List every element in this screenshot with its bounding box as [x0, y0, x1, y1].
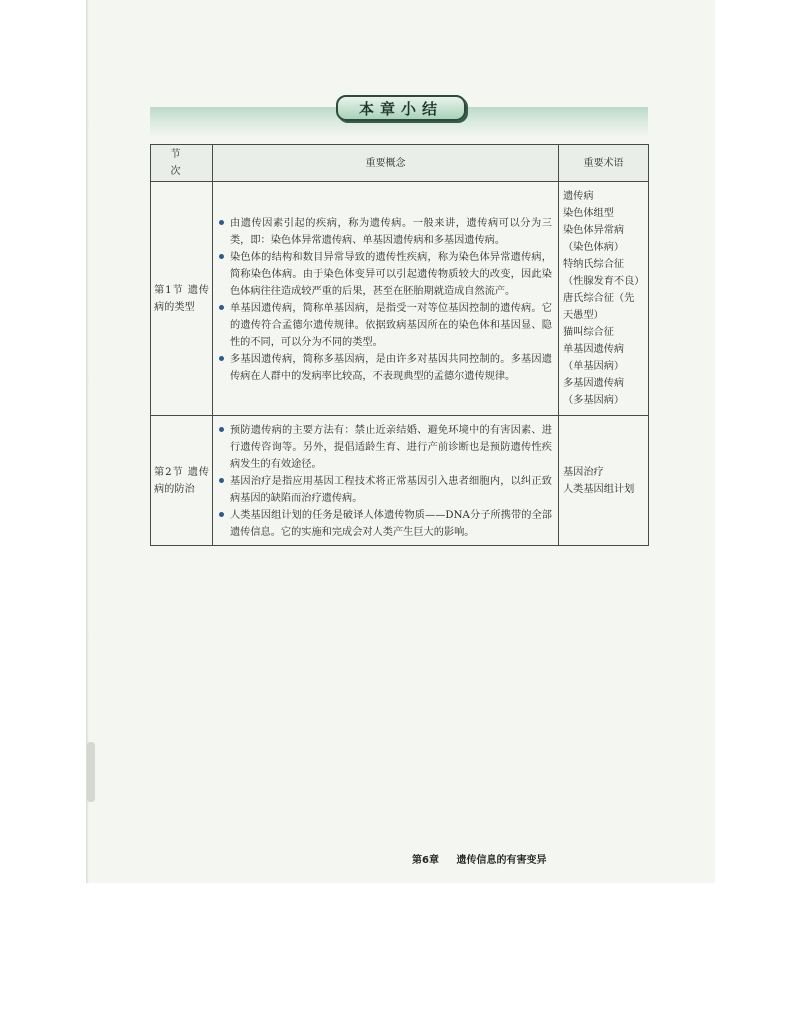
table-row [151, 416, 649, 546]
summary-table [150, 144, 649, 546]
table-row [151, 182, 649, 416]
bullet-icon [219, 356, 224, 361]
term: 单基因遗传病（单基因病） [563, 344, 625, 372]
term: 染色体组型 [563, 208, 614, 219]
bullet-icon [219, 305, 224, 310]
footer-chapter-title: 遗传信息的有害变异 [456, 855, 547, 866]
concept-list [219, 215, 552, 385]
footer-chapter: 第6章 [412, 855, 439, 866]
term: 染色体异常病（染色体病） [563, 225, 625, 253]
list-item: 由遗传因素引起的疾病，称为遗传病。一般来讲，遗传病可以分为三类，即：染色体异常遗传病、单基因遗传病和多基因遗传病。 [219, 215, 552, 249]
list-item: 单基因遗传病，简称单基因病，是指受一对等位基因控制的遗传病。它的遗传符合孟德尔遗传规律。依据致病基因所在的染色体和基因显、隐性的不同，可以分为不同的类型。 [219, 300, 552, 351]
concepts-cell [213, 416, 559, 546]
bullet-icon [219, 478, 224, 483]
list-item: 人类基因组计划的任务是破译人体遗传物质——DNA分子所携带的全部遗传信息。它的实施和完成会对人类产生巨大的影响。 [219, 507, 552, 541]
header-terms: 重要术语 [559, 145, 649, 182]
section-cell: 第1节 遗传病的类型 [151, 182, 213, 416]
list-item: 基因治疗是指应用基因工程技术将正常基因引入患者细胞内，以纠正致病基因的缺陷而治疗遗传病。 [219, 473, 552, 507]
header-section: 节 次 [151, 145, 213, 182]
term: 遗传病 [563, 191, 594, 202]
term: 多基因遗传病（多基因病） [563, 378, 625, 406]
terms-cell [559, 182, 649, 416]
terms-cell [559, 416, 649, 546]
bullet-icon [219, 220, 224, 225]
term: 人类基因组计划 [563, 483, 635, 495]
concepts-cell [213, 182, 559, 416]
list-item: 多基因遗传病，简称多基因病，是由许多对基因共同控制的。多基因遗传病在人群中的发病率比较高，不表现典型的孟德尔遗传规律。 [219, 351, 552, 385]
term: 基因治疗 [563, 466, 604, 478]
term: 唐氏综合征（先天愚型） [563, 293, 635, 321]
section-cell: 第2节 遗传病的防治 [151, 416, 213, 546]
header-concepts: 重要概念 [213, 145, 559, 182]
bullet-icon [219, 512, 224, 517]
page-footer [412, 851, 546, 866]
term: 特纳氏综合征（性腺发育不良） [563, 259, 645, 287]
bullet-icon [219, 254, 224, 259]
chapter-summary-title: 本章小结 [336, 95, 466, 121]
concept-list [219, 422, 552, 541]
table-header-row [151, 145, 649, 182]
bullet-icon [219, 427, 224, 432]
scan-smudge [87, 742, 95, 802]
list-item: 染色体的结构和数目异常导致的遗传性疾病，称为染色体异常遗传病，简称染色体病。由于染色体变异可以引起遗传物质较大的改变，因此染色体病往往造成较严重的后果，甚至在胚胎期就造成自然流产。 [219, 249, 552, 300]
term: 猫叫综合征 [563, 327, 614, 338]
list-item: 预防遗传病的主要方法有：禁止近亲结婚、避免环境中的有害因素、进行遗传咨询等。另外，提倡适龄生育、进行产前诊断也是预防遗传性疾病发生的有效途径。 [219, 422, 552, 473]
